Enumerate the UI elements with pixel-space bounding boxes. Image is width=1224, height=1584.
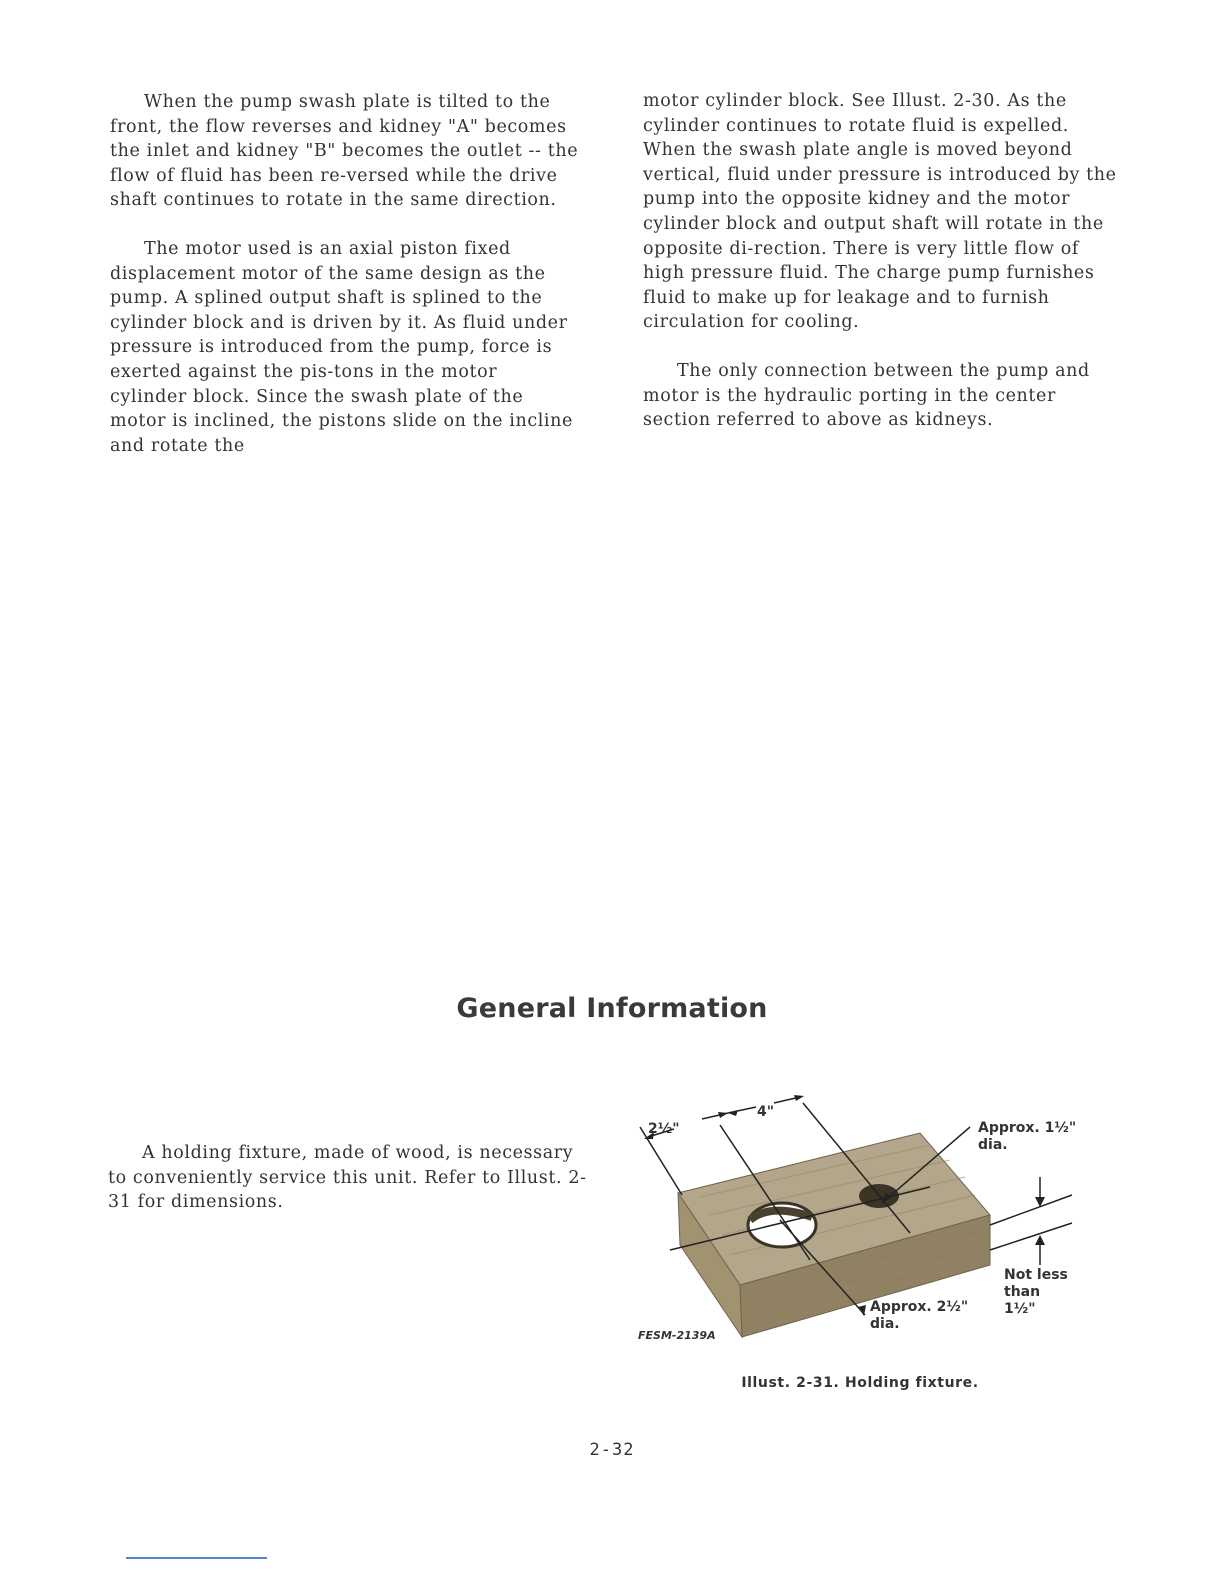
left-paragraph-2: The motor used is an axial piston fixed displacement motor of the same design as the pump. A splined output shaft is splined to the cylinder block and is driven by it. As fluid under pressure is introduced from the pump, force is exerted against the pis-tons in the motor cylinder block. Since the swash plate of the motor is inclined, the pistons slide on the incline and rotate the (110, 238, 573, 456)
left-paragraph-1: When the pump swash plate is tilted to the front, the flow reverses and kidney "A" becomes the inlet and kidney "B" becomes the outlet -- the flow of fluid has been re-versed while the drive shaft continues to rotate in the same direction. (110, 92, 579, 211)
right-column (643, 89, 1123, 433)
figure-code: FESM-2139A (638, 1329, 716, 1342)
large-hole-label: Approx. 2½" dia. (870, 1299, 969, 1332)
left-column (110, 90, 580, 458)
dimension-label-left: 2½" (648, 1121, 680, 1137)
footer-rule (126, 1557, 267, 1559)
holding-fixture-figure (630, 1085, 1090, 1355)
holding-fixture-text: A holding fixture, made of wood, is necessary to conveniently service this unit. Refer to Illust. 2-31 for dimensions. (108, 1143, 587, 1213)
small-hole-label: Approx. 1½" dia. (978, 1120, 1077, 1153)
holding-fixture-paragraph (108, 1141, 588, 1215)
section-heading: General Information (456, 993, 768, 1024)
right-paragraph-1: motor cylinder block. See Illust. 2-30. As the cylinder continues to rotate fluid is expelled. When the swash plate angle is moved beyond vertical, fluid under pressure is introduced by the pump into the opposite kidney and the motor cylinder block and output shaft will rotate in the opposite di-rection. There is very little flow of high pressure fluid. The charge pump furnishes fluid to make up for leakage and to furnish circulation for cooling. (643, 91, 1117, 333)
page-number: 2-32 (589, 1440, 635, 1460)
figure-caption: Illust. 2-31. Holding fixture. (741, 1375, 979, 1391)
thickness-label: Not less than 1½" (1004, 1267, 1068, 1317)
dimension-label-top: 4" (757, 1104, 775, 1120)
right-paragraph-2: The only connection between the pump and motor is the hydraulic porting in the center section referred to above as kidneys. (643, 360, 1090, 431)
